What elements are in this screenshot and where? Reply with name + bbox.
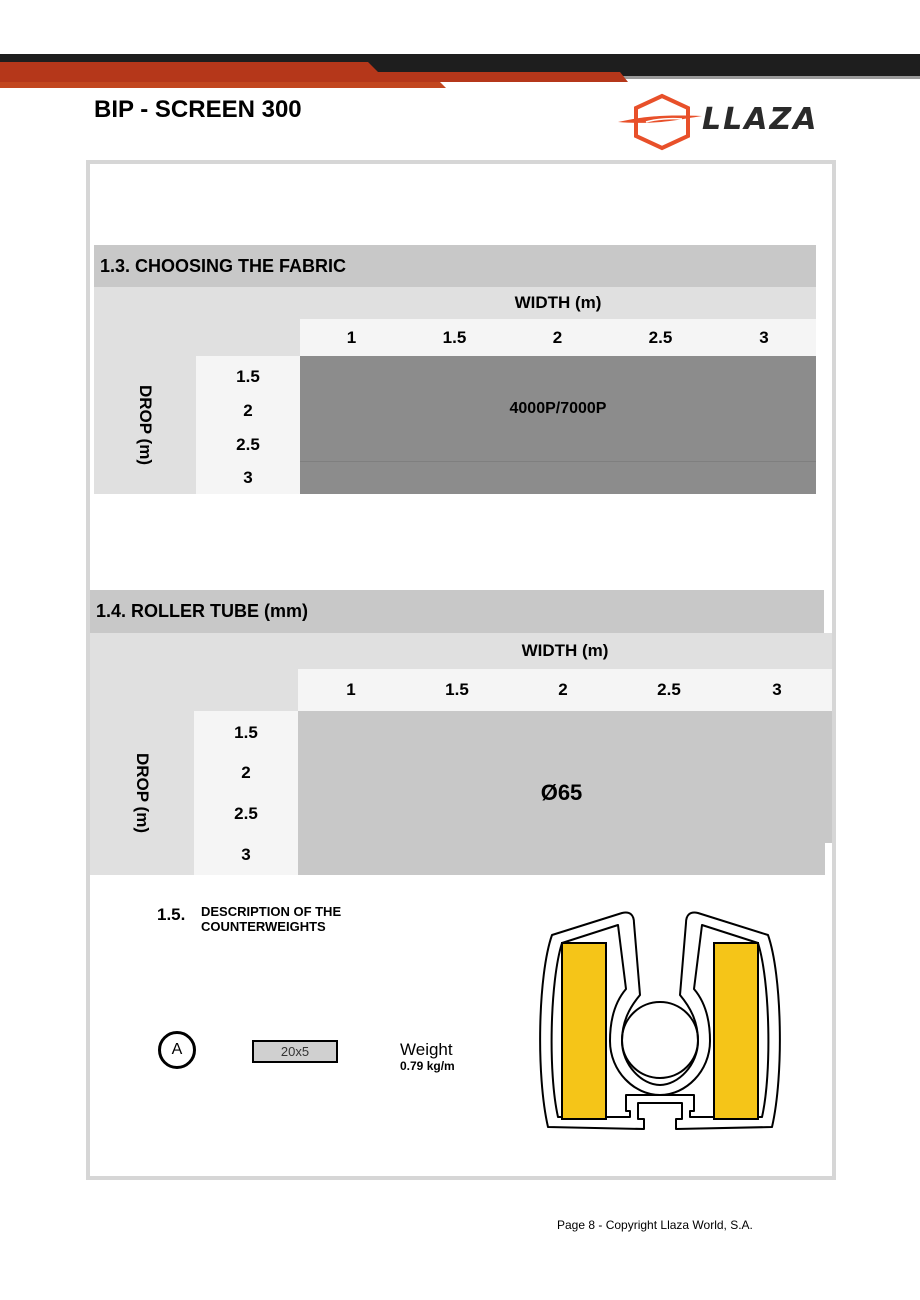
roller-width-3: 2 [558,680,568,699]
fabric-drop-column [196,356,300,494]
roller-drop-2: 2 [241,763,251,782]
counterweight-title [201,904,341,934]
roller-width-header: WIDTH (m) [298,633,832,669]
page-footer: Page 8 - Copyright Llaza World, S.A. [557,1218,753,1232]
fabric-drop-1: 1.5 [236,367,260,386]
weight-value: 0.79 kg/m [400,1059,455,1073]
roller-drop-column [194,711,298,875]
fabric-width-4: 2.5 [648,327,673,347]
roller-width-1: 1 [346,680,356,699]
fabric-corner-cell [94,287,300,356]
roller-section-title: 1.4. ROLLER TUBE (mm) [90,590,824,633]
counterweight-number: 1.5. [157,905,186,924]
roller-corner-cell [90,633,298,711]
counterweight-title-line1: DESCRIPTION OF THE [201,904,342,919]
fabric-drop-label: DROP (m) [135,385,155,465]
roller-width-2: 1.5 [445,680,469,699]
fabric-value: 4000P/7000P [509,400,607,417]
page-title: BIP - SCREEN 300 [94,96,302,123]
counterweight-bar-left [562,943,606,1119]
fabric-drop-2: 2 [243,401,253,420]
header-stripe [0,52,920,92]
roller-drop-4: 3 [241,845,251,864]
fabric-width-3: 2 [552,327,563,347]
fabric-drop-header [94,356,196,494]
roller-width-4: 2.5 [657,680,681,699]
llaza-emblem-icon [616,92,706,152]
roller-drop-label: DROP (m) [132,753,152,833]
marker-a-label: A [171,1041,183,1058]
roller-drop-3: 2.5 [234,804,258,823]
fabric-width-row [300,319,816,356]
fabric-drop-4: 3 [243,468,253,487]
fabric-value-area [300,356,816,494]
counterweight-title-line2: COUNTERWEIGHTS [201,919,326,934]
marker-a [158,1031,196,1069]
roller-drop-header [90,711,194,875]
weight-label: Weight [400,1040,453,1059]
counterweight-size: 20x5 [280,1044,310,1059]
roller-drop-1: 1.5 [234,723,258,742]
counterweight-profile-drawing [530,905,790,1140]
fabric-width-2: 1.5 [442,327,467,347]
brand-name: LLAZA [702,102,819,137]
roller-value: Ø65 [540,780,583,805]
fabric-drop-3: 2.5 [236,435,260,454]
counterweight-bar-right [714,943,758,1119]
fabric-width-5: 3 [759,327,769,347]
fabric-width-header: WIDTH (m) [300,287,816,319]
counterweight-size-box [252,1040,338,1063]
roller-width-5: 3 [772,680,782,699]
roller-width-row [298,669,832,711]
brand-logo [616,92,836,152]
fabric-width-1: 1 [346,327,357,347]
fabric-section-title: 1.3. CHOOSING THE FABRIC [94,245,816,287]
